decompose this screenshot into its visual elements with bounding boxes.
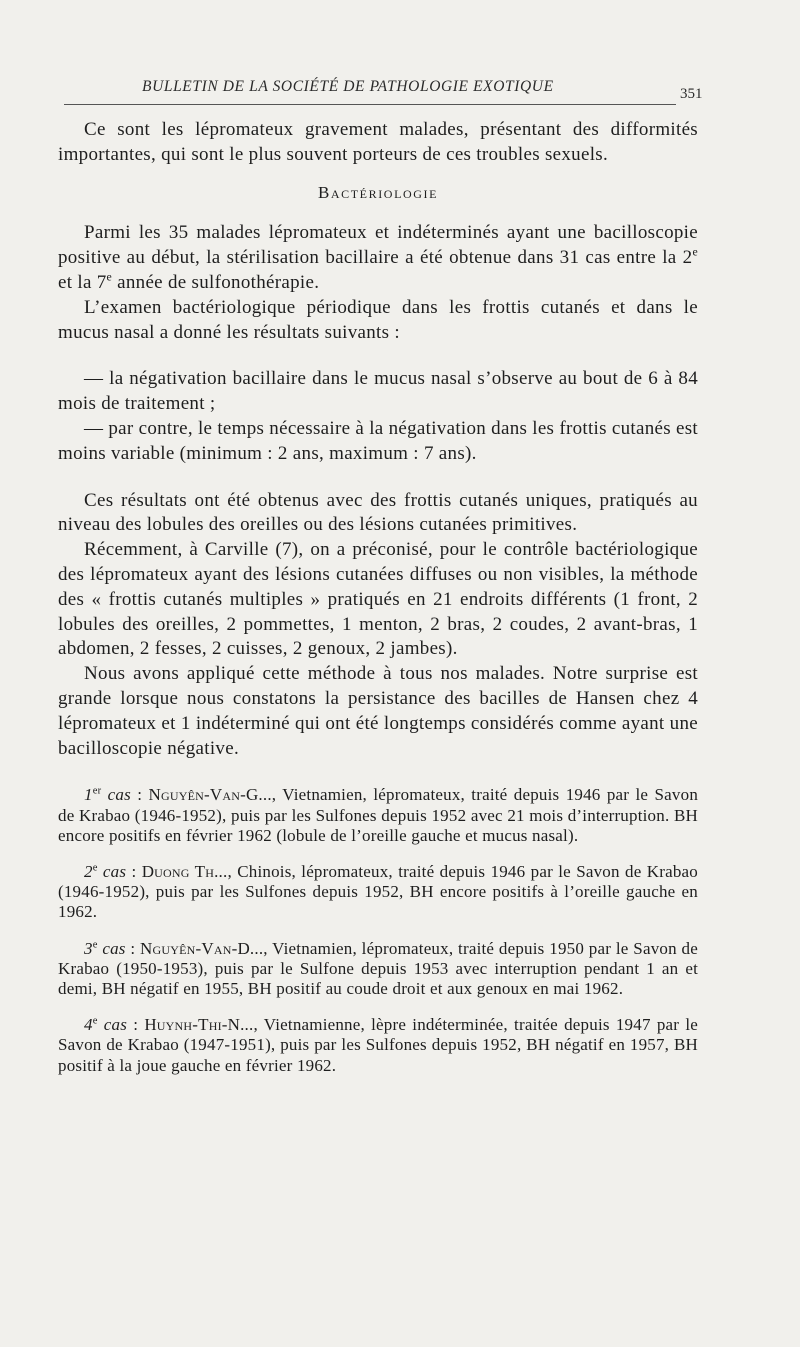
case-3-ordinal: e [92,938,98,950]
case-4-ordinal: e [92,1015,98,1027]
case-4: 4e cas : Huynh-Thi-N..., Vietnamienne, lèpre indéterminée, traitée depuis 1947 par le Savon de Krabao (1947-1951), puis par les Sulfones depuis 1952, BH négatif en 1957, BH positif à la joue gauche en février 1962. [58,1015,698,1075]
case-4-text: , Vietnamienne, lèpre indéterminée, traitée depuis 1947 par le Savon de Krabao (1947-1951), puis par les Sulfones depuis 1952, BH négatif en 1957, BH positif à la joue gauche en février 1962. [58,1015,698,1075]
body-text [58,118,698,1076]
case-1-ordinal: er [92,785,102,797]
case-1: 1er cas : Nguyên-Van-G..., Vietnamien, lépromateux, traité depuis 1946 par le Savon de Krabao (1946-1952), puis par les Sulfones depuis 1952 avec 21 mois d’interruption. BH encore positifs en février 1962 (lobule de l’oreille gauche et mucus nasal). [58,785,699,845]
header-rule [64,104,676,105]
paragraph-frottis: — par contre, le temps nécessaire à la négativation dans les frottis cutanés est moins variable (minimum : 2 ans, maximum : 7 ans). [58,417,698,464]
p1-sup2: e [106,270,113,284]
case-2: 2e cas : Duong Th..., Chinois, lépromateux, traité depuis 1946 par le Savon de Krabao (1946-1952), puis par les Sulfones depuis 1952, BH encore positifs à l’oreille gauche en 1962. [58,861,698,922]
running-head: BULLETIN DE LA SOCIÉTÉ DE PATHOLOGIE EXOTIQUE [142,78,554,95]
case-2-text: , Chinois, lépromateux, traité depuis 1946 par le Savon de Krabao (1946-1952), puis par les Sulfones depuis 1952, BH encore positifs à l’oreille gauche en 1962. [58,861,698,922]
case-4-patient-name: Huynh-Thi-N... [144,1015,254,1035]
p1-start: Parmi les 35 malades lépromateux et indéterminés ayant une bacilloscopie positive au début, la stérilisation bacillaire a été obtenue dans 31 cas entre la 2 [58,222,698,269]
case-3-label: cas [102,938,126,958]
intro-paragraph: Ce sont les lépromateux gravement malades, présentant des difformités importantes, qui sont le plus souvent porteurs de ces troubles sexuels. [58,119,698,165]
page-number: 351 [680,86,703,102]
case-2-ordinal: e [92,862,98,874]
case-3-patient-name: Nguyên-Van-D... [140,938,264,958]
case-2-patient-name: Duong Th... [141,861,228,881]
paragraph-carville: Récemment, à Carville (7), on a préconisé, pour le contrôle bactériologique des lépromateux ayant des lésions cutanées diffuses ou non visibles, la méthode des « frottis cutanés multiples » pratiqués en 21 endroits différents (1 front, 2 lobules des oreilles, 2 pommettes, 1 menton, 2 bras, 2 coudes, 2 avant-bras, 1 abdomen, 2 fesses, 2 cuisses, 2 genoux, 2 jambes). [58,539,698,660]
case-1-text: , Vietnamien, lépromateux, traité depuis 1946 par le Savon de Krabao (1946-1952), puis par les Sulfones depuis 1952 avec 21 mois d’interruption. BH encore positifs en février 1962 (lobule de l’oreille gauche et mucus nasal). [58,785,699,845]
paragraph-methode: Nous avons appliqué cette méthode à tous nos malades. Notre surprise est grande lorsque nous constatons la persistance des bacilles de Hansen chez 4 lépromateux et 1 indéterminé qui ont été longtemps considérés comme ayant une bacilloscopie négative. [58,663,698,759]
paragraph-resultats: Ces résultats ont été obtenus avec des frottis cutanés uniques, pratiqués au niveau des lobules des oreilles ou des lésions cutanées primitives. [58,489,698,536]
case-1-label: cas [107,785,131,805]
case-3-number: 3 [84,938,93,958]
p1-mid: et la 7 [58,271,107,293]
paragraph-mucus-nasal: — la négativation bacillaire dans le mucus nasal s’observe au bout de 6 à 84 mois de traitement ; [58,368,698,415]
case-3-text: , Vietnamien, lépromateux, traité depuis 1950 par le Savon de Krabao (1950-1953), puis par le Sulfone depuis 1953 avec interruption pendant 1 an et demi, BH négatif en 1955, BH positif au coude droit et aux genoux en mai 1962. [58,938,698,998]
p1-end: année de sulfonothérapie. [112,271,320,293]
paragraph-examen: L’examen bactériologique périodique dans les frottis cutanés et dans le mucus nasal a donné les résultats suivants : [58,296,698,343]
case-1-number: 1 [84,785,93,805]
paragraph-sterilisation [58,221,698,295]
p1-sup1: e [692,245,698,259]
case-4-label: cas [103,1015,128,1035]
case-2-number: 2 [84,861,93,881]
case-1-patient-name: Nguyên-Van-G... [148,785,272,805]
section-title: Bactériologie [317,182,439,202]
case-2-label: cas [102,861,127,881]
case-3: 3e cas : Nguyên-Van-D..., Vietnamien, lépromateux, traité depuis 1950 par le Savon de Krabao (1950-1953), puis par le Sulfone depuis 1953 avec interruption pendant 1 an et demi, BH négatif en 1955, BH positif au coude droit et aux genoux en mai 1962. [58,938,698,998]
case-4-number: 4 [84,1015,93,1035]
